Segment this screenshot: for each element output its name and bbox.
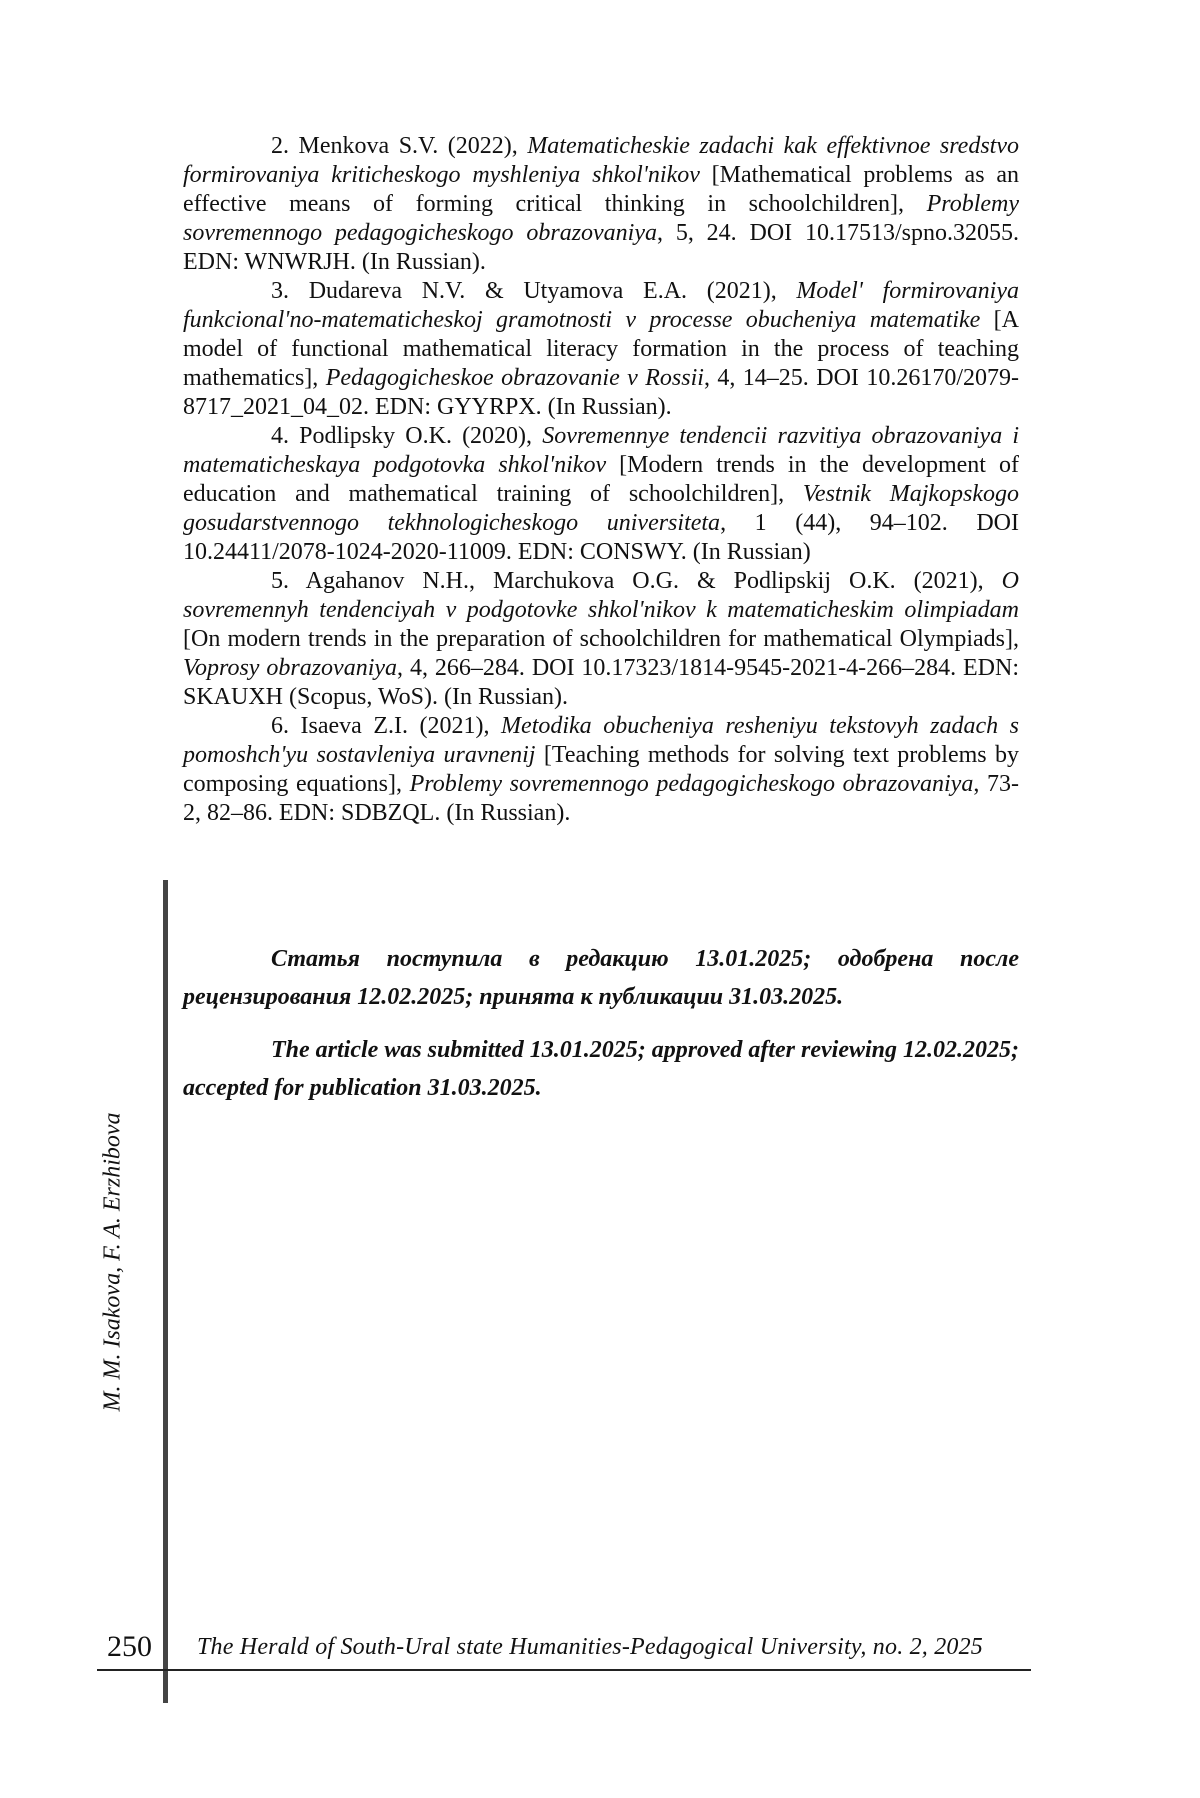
reference-item: 4. Podlipsky O.K. (2020), Sovremennye tendencii razvitiya obrazovaniya i matematicheskaya podgotovka shkol'nikov [Modern trends in the development of education and mathematical training of schoolchildren], Vestnik Majkopskogo gosudarstvennogo tekhnologicheskogo universiteta, 1 (44), 94–102. DOI 10.24411/2078-1024-2020-11009. EDN: CONSWY. (In Russian) — [183, 422, 1019, 567]
reference-item: 3. Dudareva N.V. & Utyamova E.A. (2021), Model' formirovaniya funkcional'no-matematicheskoj gramotnosti v processe obucheniya matematike [A model of functional mathematical literacy formation in the process of teaching mathematics], Pedagogicheskoe obrazovanie v Rossii, 4, 14–25. DOI 10.26170/2079-8717_2021_04_02. EDN: GYYRPX. (In Russian). — [183, 277, 1019, 422]
page-number: 250 — [107, 1630, 152, 1664]
reference-list — [183, 132, 1019, 828]
margin-rule — [163, 880, 168, 1703]
journal-title: The Herald of South-Ural state Humanities-Pedagogical University, no. 2, 2025 — [197, 1634, 983, 1661]
sidebar-authors: M. M. Isakova, F. A. Erzhibova — [100, 1112, 127, 1411]
footer-rule — [97, 1669, 1031, 1671]
reference-item: 6. Isaeva Z.I. (2021), Metodika obucheniya resheniyu tekstovyh zadach s pomoshch'yu sostavleniya uravnenij [Teaching methods for solving text problems by composing equations], Problemy sovremennogo pedagogicheskogo obrazovaniya, 73-2, 82–86. EDN: SDBZQL. (In Russian). — [183, 712, 1019, 828]
submission-dates-en: The article was submitted 13.01.2025; approved after reviewing 12.02.2025; accepted for publication 31.03.2025. — [183, 1031, 1019, 1107]
reference-item: 2. Menkova S.V. (2022), Matematicheskie zadachi kak effektivnoe sredstvo formirovaniya kriticheskogo myshleniya shkol'nikov [Mathematical problems as an effective means of forming critical thinking in schoolchildren], Problemy sovremennogo pedagogicheskogo obrazovaniya, 5, 24. DOI 10.17513/spno.32055. EDN: WNWRJH. (In Russian). — [183, 132, 1019, 277]
reference-item: 5. Agahanov N.H., Marchukova O.G. & Podlipskij O.K. (2021), O sovremennyh tendenciyah v podgotovke shkol'nikov k matematicheskim olimpiadam [On modern trends in the preparation of schoolchildren for mathematical Olympiads], Voprosy obrazovaniya, 4, 266–284. DOI 10.17323/1814-9545-2021-4-266–284. EDN: SKAUXH (Scopus, WoS). (In Russian). — [183, 567, 1019, 712]
submission-dates-ru: Статья поступила в редакцию 13.01.2025; одобрена после рецензирования 12.02.2025; принята к публикации 31.03.2025. — [183, 940, 1019, 1016]
